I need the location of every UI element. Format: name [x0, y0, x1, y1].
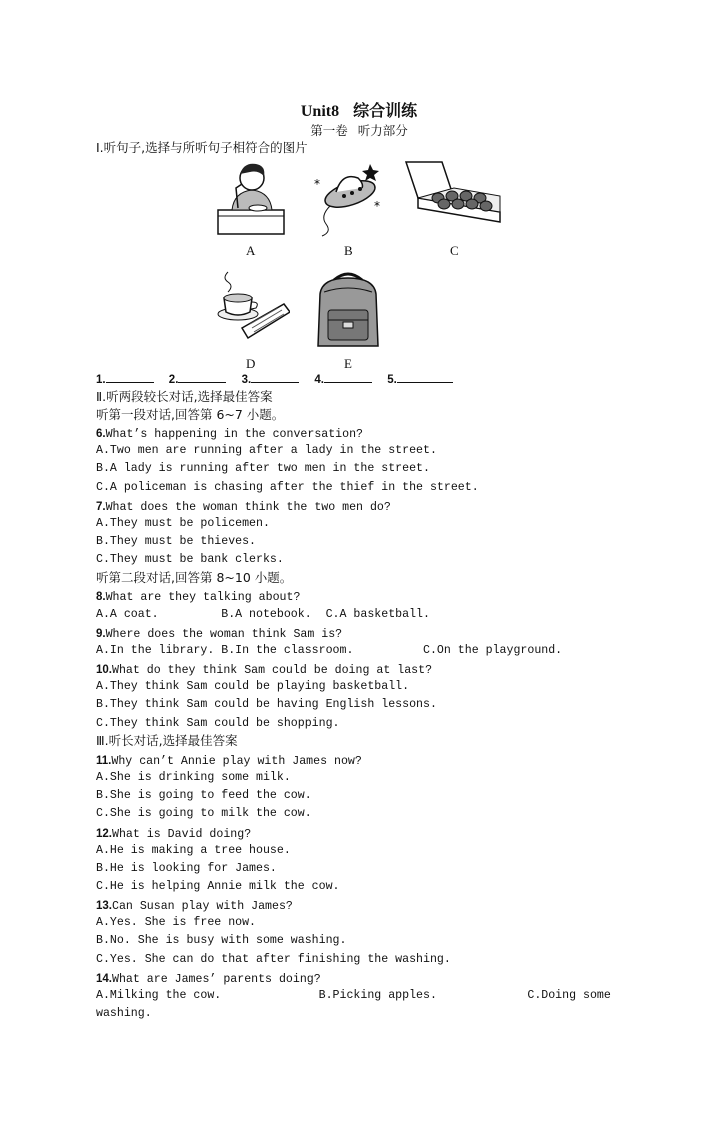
subtitle-section: 听力部分 [357, 123, 408, 138]
blank-2[interactable]: 2. [169, 372, 227, 386]
question-9: 9.Where does the woman think Sam is? [96, 628, 343, 641]
q7-option-c: C.They must be bank clerks. [96, 553, 284, 566]
q6-option-c: C.A policeman is chasing after the thief in the street. [96, 481, 479, 494]
blank-3[interactable]: 3. [242, 372, 300, 386]
q10-option-a: A.They think Sam could be playing basketball. [96, 680, 410, 693]
q6-option-b: B.A lady is running after two men in the street. [96, 462, 430, 475]
section2-heading: Ⅱ.听两段较长对话,选择最佳答案 [96, 389, 273, 404]
answer-blanks-row [96, 372, 465, 386]
picture-d-label: D [246, 356, 256, 371]
q10-option-b: B.They think Sam could be having English lessons. [96, 698, 437, 711]
q12-option-a: A.He is making a tree house. [96, 844, 291, 857]
q12-option-b: B.He is looking for James. [96, 862, 277, 875]
q11-option-c: C.She is going to milk the cow. [96, 807, 312, 820]
q11-option-b: B.She is going to feed the cow. [96, 789, 312, 802]
blank-5[interactable]: 5. [387, 372, 453, 386]
picture-a-label: A [246, 243, 256, 258]
boy-thinking-at-desk-icon [212, 158, 292, 238]
question-10: 10.What do they think Sam could be doing at last? [96, 664, 433, 677]
blank-4[interactable]: 4. [314, 372, 372, 386]
q13-option-c: C.Yes. She can do that after finishing the washing. [96, 953, 451, 966]
flying-saucer-icon [310, 158, 388, 238]
q8-options: A.A coat. B.A notebook. C.A basketball. [96, 608, 430, 621]
title-chinese: 综合训练 [353, 103, 418, 120]
q6-option-a: A.Two men are running after a lady in the street. [96, 444, 437, 457]
picture-e-label: E [344, 356, 352, 371]
q9-options: A.In the library. B.In the classroom. C.On the playground. [96, 644, 563, 657]
page-title [0, 98, 718, 121]
svg-text:*: * [314, 177, 320, 191]
section3-heading: Ⅲ.听长对话,选择最佳答案 [96, 733, 238, 748]
question-8: 8.What are they talking about? [96, 591, 301, 604]
picture-c-label: C [450, 243, 459, 258]
question-6: 6.What’s happening in the conversation? [96, 428, 364, 441]
blank-1[interactable]: 1. [96, 372, 154, 386]
question-7: 7.What does the woman think the two men do? [96, 501, 391, 514]
svg-text:*: * [374, 199, 380, 213]
picture-b-label: B [344, 243, 353, 258]
q14-options: A.Milking the cow. B.Picking apples. C.Doing some [96, 989, 611, 1002]
dialog2-intro: 听第二段对话,回答第 8~10 小题。 [96, 570, 293, 585]
backpack-icon [310, 270, 386, 352]
question-11: 11.Why can’t Annie play with James now? [96, 755, 362, 768]
title-unit: Unit8 [300, 103, 340, 120]
q10-option-c: C.They think Sam could be shopping. [96, 717, 340, 730]
dialog1-intro: 听第一段对话,回答第 6~7 小题。 [96, 407, 285, 422]
q14-options-continued: washing. [96, 1007, 152, 1020]
q13-option-b: B.No. She is busy with some washing. [96, 934, 347, 947]
q13-option-a: A.Yes. She is free now. [96, 916, 257, 929]
question-13: 13.Can Susan play with James? [96, 900, 293, 913]
subtitle-volume: 第一卷 [310, 123, 348, 138]
section1-heading: Ⅰ.听句子,选择与所听句子相符合的图片 [96, 140, 308, 155]
box-of-cakes-icon [402, 158, 506, 230]
question-14: 14.What are James’ parents doing? [96, 973, 321, 986]
page-subtitle [0, 121, 718, 139]
q12-option-c: C.He is helping Annie milk the cow. [96, 880, 340, 893]
q11-option-a: A.She is drinking some milk. [96, 771, 291, 784]
q7-option-a: A.They must be policemen. [96, 517, 270, 530]
coffee-and-newspaper-icon [212, 268, 290, 348]
q7-option-b: B.They must be thieves. [96, 535, 257, 548]
question-12: 12.What is David doing? [96, 828, 252, 841]
